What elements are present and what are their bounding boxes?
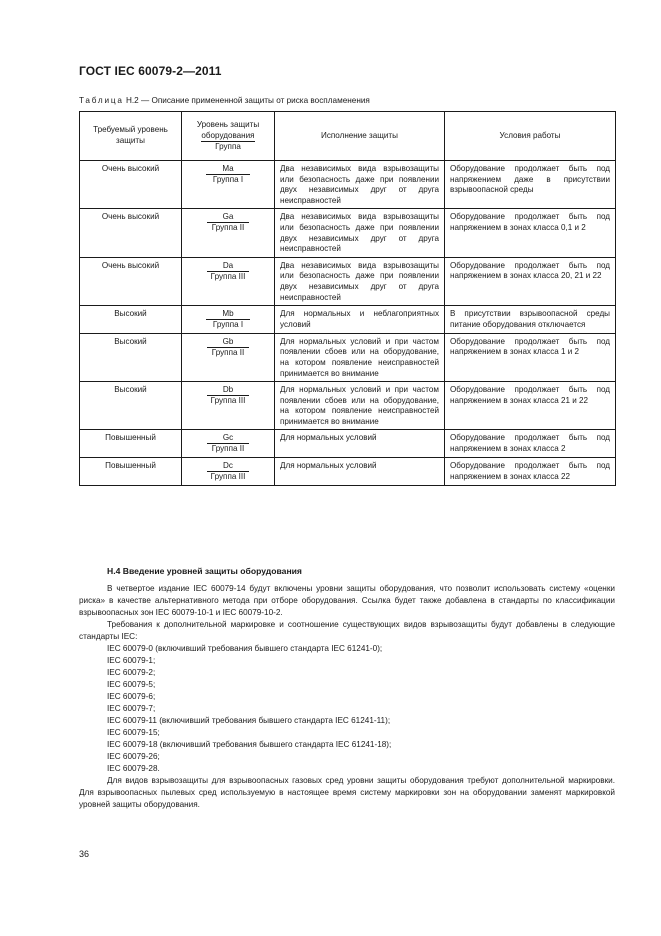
equipment-level-cell (182, 333, 275, 381)
paragraph: Требования к дополнительной маркировке и соотношение существующих видов взрывозащиты будут добавлены в следующие стандарты IEC: (79, 620, 615, 641)
level-group: Группа II (211, 444, 245, 454)
header-equipment-level-line2: оборудования (201, 130, 255, 140)
conditions-cell: Оборудование продолжает быть под напряжением в зонах класса 20, 21 и 22 (445, 257, 616, 305)
conditions-cell: Оборудование продолжает быть под напряжением в зонах класса 22 (445, 458, 616, 486)
conditions-cell: Оборудование продолжает быть под напряжением в зонах класса 0,1 и 2 (445, 209, 616, 257)
required-level-cell: Очень высокий (80, 161, 182, 209)
equipment-level-cell (182, 257, 275, 305)
level-code: Dc (207, 461, 249, 472)
equipment-level-cell (182, 209, 275, 257)
list-item: IEC 60079-2; (107, 668, 156, 677)
paragraph: Для видов взрывозащиты для взрывоопасных газовых сред уровни защиты оборудования требуют дополнительной маркировки. Для взрывоопасных пылевых сред используемую в настоящее время систему маркировки зон на оборудовании заменят маркировкой уровней защиты оборудования. (79, 776, 615, 809)
level-group: Группа III (210, 396, 246, 406)
level-code: Db (207, 385, 249, 396)
required-level-cell: Повышенный (80, 458, 182, 486)
conditions-cell: Оборудование продолжает быть под напряжением в зонах класса 1 и 2 (445, 333, 616, 381)
list-item: IEC 60079-26; (107, 752, 160, 761)
list-item: IEC 60079-6; (107, 692, 156, 701)
table-caption-prefix: Таблица (79, 96, 124, 105)
level-code: Mb (206, 309, 249, 320)
protection-table (79, 111, 616, 486)
equipment-level-cell (182, 306, 275, 334)
level-group: Группа I (212, 175, 244, 184)
document-header: ГОСТ IEC 60079-2—2011 (79, 64, 222, 78)
table-row (80, 161, 616, 209)
protection-cell: Для нормальных и неблагоприятных условий (275, 306, 445, 334)
protection-cell: Для нормальных условий и при частом появлении сбоев или на оборудование, на котором появление неисправностей принимается во внимание (275, 333, 445, 381)
protection-cell: Два независимых вида взрывозащиты или безопасность даже при появлении двух независимых друг от друга неисправностей (275, 161, 445, 209)
section-title: Н.4 Введение уровней защиты оборудования (107, 566, 302, 576)
level-code: Da (207, 261, 249, 272)
list-item: IEC 60079-28. (107, 764, 160, 773)
table-row (80, 458, 616, 486)
table-caption-text: Н.2 — Описание примененной защиты от риска воспламенения (123, 96, 370, 105)
list-item: IEC 60079-11 (включивший требования бывшего стандарта IEC 61241-11); (107, 716, 391, 725)
table-header-row (80, 112, 616, 161)
protection-cell: Для нормальных условий и при частом появлении сбоев или на оборудование, на котором появление неисправностей принимается во внимание (275, 382, 445, 430)
table-row (80, 382, 616, 430)
equipment-level-cell (182, 430, 275, 458)
equipment-level-cell (182, 382, 275, 430)
header-protection: Исполнение защиты (275, 112, 445, 161)
level-group: Группа III (210, 472, 246, 482)
table-row (80, 430, 616, 458)
header-required-level: Требуемый уровень защиты (80, 112, 182, 161)
level-code: Ma (206, 164, 249, 175)
table-caption (79, 96, 370, 105)
conditions-cell: Оборудование продолжает быть под напряжением в зонах класса 2 (445, 430, 616, 458)
table-row (80, 257, 616, 305)
level-group: Группа III (210, 271, 246, 281)
level-group: Группа I (212, 320, 244, 330)
list-item: IEC 60079-7; (107, 704, 156, 713)
required-level-cell: Высокий (80, 333, 182, 381)
list-item: IEC 60079-15; (107, 728, 160, 737)
required-level-cell: Высокий (80, 382, 182, 430)
level-code: Gc (207, 433, 249, 444)
protection-cell: Два независимых вида взрывозащиты или безопасность даже при появлении двух независимых друг от друга неисправностей (275, 209, 445, 257)
page-number: 36 (79, 849, 90, 859)
list-item: IEC 60079-18 (включивший требования бывшего стандарта IEC 61241-18); (107, 740, 392, 749)
required-level-cell: Высокий (80, 306, 182, 334)
protection-cell: Для нормальных условий (275, 458, 445, 486)
list-item: IEC 60079-5; (107, 680, 156, 689)
table-row (80, 333, 616, 381)
protection-cell: Для нормальных условий (275, 430, 445, 458)
list-item: IEC 60079-0 (включивший требования бывшего стандарта IEC 61241-0); (107, 644, 383, 653)
conditions-cell: Оборудование продолжает быть под напряжением в зонах класса 21 и 22 (445, 382, 616, 430)
level-code: Gb (207, 337, 250, 348)
level-group: Группа II (211, 223, 245, 233)
section-body (79, 583, 615, 811)
required-level-cell: Повышенный (80, 430, 182, 458)
header-conditions: Условия работы (445, 112, 616, 161)
header-equipment-level-line1: Уровень защиты (196, 119, 260, 129)
level-group: Группа II (211, 347, 245, 357)
equipment-level-cell (182, 458, 275, 486)
conditions-cell: Оборудование продолжает быть под напряжением даже в присутствии взрывоопасной среды (445, 161, 616, 209)
required-level-cell: Очень высокий (80, 209, 182, 257)
table-row (80, 306, 616, 334)
header-equipment-level (182, 112, 275, 161)
header-equipment-level-group: Группа (215, 141, 241, 151)
conditions-cell: В присутствии взрывоопасной среды питание оборудования отключается (445, 306, 616, 334)
level-code: Ga (207, 212, 250, 223)
equipment-level-cell (182, 161, 275, 209)
paragraph: В четвертое издание IEC 60079-14 будут включены уровни защиты оборудования, что позволит использовать систему «оценки риска» в качестве альтернативного метода при отборе оборудования. Ссылка будет также добавлена в стандарты по классификации взрывоопасных зон IEC 60079-10-1 и IEC 60079-10-2. (79, 584, 615, 617)
protection-cell: Два независимых вида взрывозащиты или безопасность даже при появлении двух независимых друг от друга неисправностей (275, 257, 445, 305)
list-item: IEC 60079-1; (107, 656, 156, 665)
required-level-cell: Очень высокий (80, 257, 182, 305)
table-row (80, 209, 616, 257)
